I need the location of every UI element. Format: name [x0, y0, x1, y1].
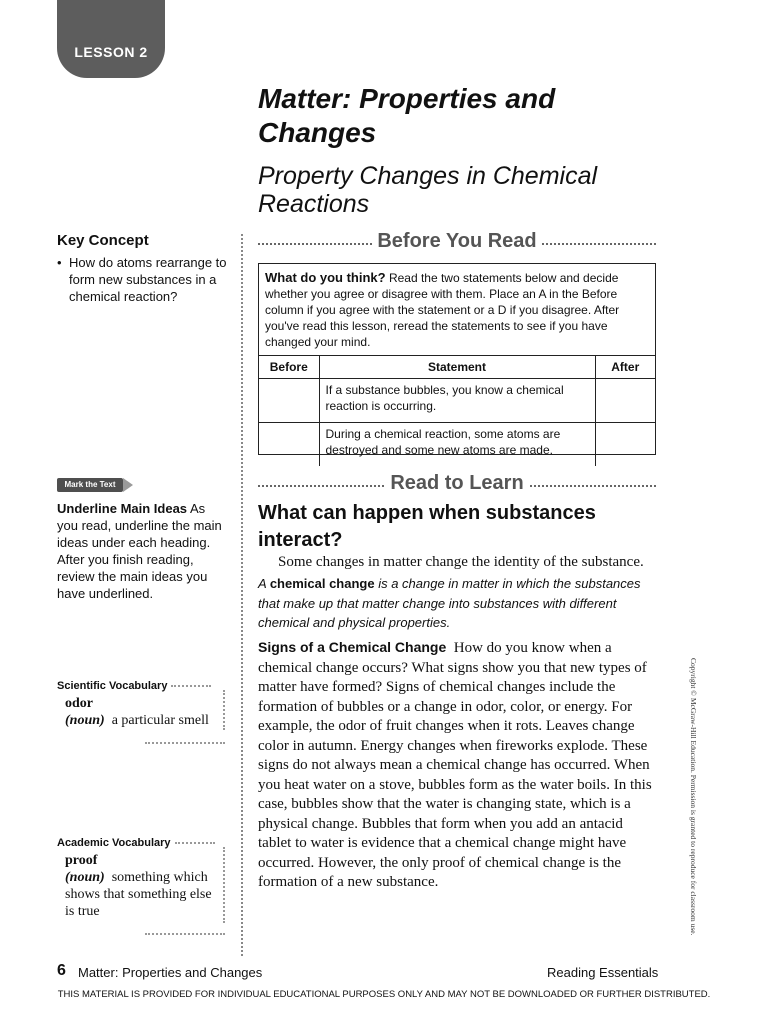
page-number: 6 [57, 962, 66, 979]
before-answer-cell[interactable] [259, 379, 319, 423]
vocab-definition [65, 869, 223, 920]
part-of-speech: (noun) [65, 870, 105, 885]
lesson-label: LESSON 2 [74, 44, 148, 60]
copyright-text: Copyright © McGraw-Hill Education. Permission is granted to reproduce for classroom use. [689, 658, 698, 936]
paragraph-text: How do you know when a chemical change occurs? What signs show you that new types of matter have formed? Signs of chemical changes include the formation of bubbles or a change in odor, color, or energy. For example, the odor of fruit changes when it rots. Leaves change color in autumn. Energy changes when fireworks explode. These signs do not always mean a chemical change has occurred. When you heat water on a stove, bubbles form as the water boils. In this case, bubbles show that the water is changing state, which is a physical change. Bubbles that form when you add an antacid tablet to water is evidence that a chemical change might have occurred. However, the only proof of chemical change is the formation of a new substance. [258, 640, 652, 890]
disclaimer: THIS MATERIAL IS PROVIDED FOR INDIVIDUAL EDUCATIONAL PURPOSES ONLY AND MAY NOT BE DOWNLOADED OR FURTHER DISTRIBUTED. [57, 989, 711, 1000]
scientific-vocabulary-box [57, 680, 225, 744]
column-header-after: After [595, 356, 655, 379]
vocab-definition [65, 712, 223, 729]
part-of-speech: (noun) [65, 713, 105, 728]
mark-the-text-heading: Underline Main Ideas [57, 501, 188, 516]
academic-vocabulary-box [57, 837, 225, 935]
after-answer-cell[interactable] [595, 423, 655, 467]
definition-sentence [258, 574, 658, 633]
vocab-word: proof [65, 853, 98, 868]
mark-the-text-tag: Mark the Text [57, 478, 123, 492]
vocab-title-text: Scientific Vocabulary [57, 680, 168, 692]
page-subtitle: Property Changes in Chemical Reactions [258, 162, 598, 218]
mark-the-text-body: As you read, underline the main ideas under each heading. After you finish reading, review the main ideas you have underlined. [57, 501, 222, 601]
definition-prefix: A [258, 576, 270, 591]
definition-text: is a change in matter in which the substances that make up that matter change into substances with different chemical and physical properties. [258, 576, 641, 630]
dotted-rule [223, 847, 225, 923]
column-header-statement: Statement [319, 356, 595, 379]
section-title: Before You Read [373, 230, 540, 252]
anticipation-guide [258, 263, 656, 455]
vocab-meaning: a particular smell [111, 713, 209, 728]
subheading: Signs of a Chemical Change [258, 639, 447, 655]
read-to-learn-header [258, 474, 656, 496]
table-row [259, 423, 655, 467]
vocab-box-title [57, 837, 225, 849]
vocab-meaning: something which shows that something else is true [65, 870, 212, 919]
dotted-rule [223, 690, 225, 730]
dotted-rule [171, 685, 211, 687]
mark-the-text-note [57, 500, 229, 602]
column-header-before: Before [259, 356, 319, 379]
vocab-title-text: Academic Vocabulary [57, 837, 171, 849]
vocab-box-title [57, 680, 225, 692]
vocab-word: odor [65, 696, 93, 711]
anticipation-prompt [265, 270, 649, 350]
body-paragraph [258, 638, 658, 893]
key-concept-list [57, 254, 227, 305]
dotted-rule [145, 933, 225, 935]
body-paragraph: Some changes in matter change the identity of the substance. [278, 554, 644, 570]
table-row [259, 379, 655, 423]
dotted-rule [175, 842, 215, 844]
definition-term: chemical change [269, 576, 375, 591]
bullet-icon: • [57, 255, 62, 270]
copyright-notice [688, 658, 698, 954]
lesson-tab [57, 0, 165, 78]
after-answer-cell[interactable] [595, 379, 655, 423]
footer-series: Reading Essentials [547, 965, 659, 980]
before-you-read-header [258, 232, 656, 254]
key-concept-heading: Key Concept [57, 232, 149, 249]
dotted-rule [145, 742, 225, 744]
key-concept-item: How do atoms rearrange to form new substances in a chemical reaction? [69, 255, 227, 304]
statement-cell: During a chemical reaction, some atoms are destroyed and some new atoms are made. [319, 423, 595, 467]
section-title: Read to Learn [386, 472, 527, 494]
page-title: Matter: Properties and Changes [258, 83, 556, 148]
statement-cell: If a substance bubbles, you know a chemical reaction is occurring. [319, 379, 595, 423]
prompt-text: Read the two statements below and decide whether you agree or disagree with them. Place an A in the Before column if you agree with the statement or a D if you disagree. After you've read this lesson, reread the statements to see if you have changed your mind. [265, 271, 620, 349]
pencil-tip-icon [123, 478, 133, 492]
before-answer-cell[interactable] [259, 423, 319, 467]
section-question: What can happen when substances interact? [258, 502, 596, 551]
prompt-lead: What do you think? [265, 270, 386, 285]
column-divider [241, 234, 243, 956]
anticipation-table [259, 355, 655, 466]
footer-title: Matter: Properties and Changes [78, 965, 263, 980]
